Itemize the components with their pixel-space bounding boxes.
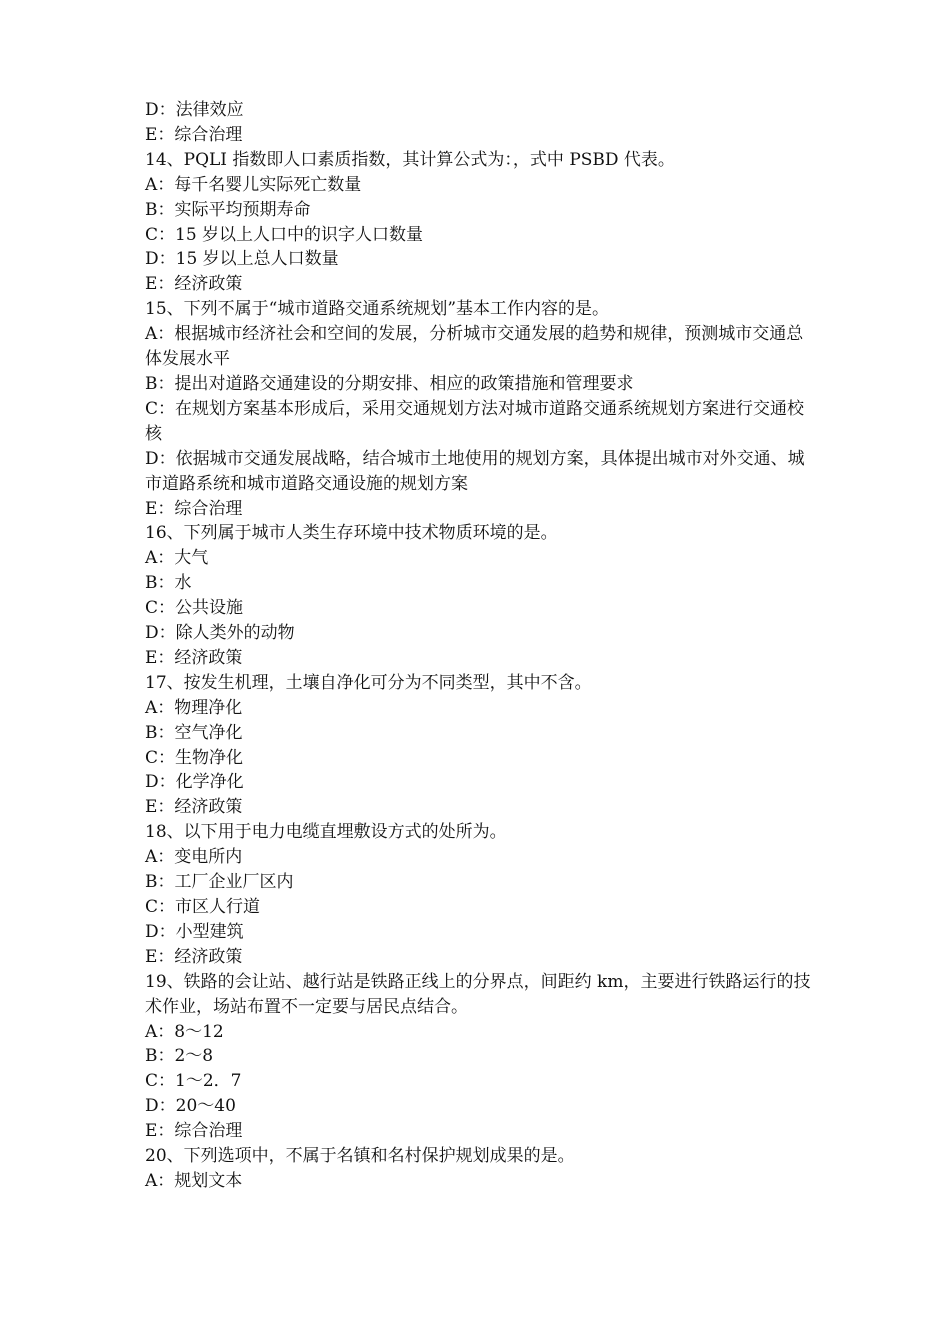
- option-d: D：法律效应: [145, 100, 244, 120]
- option-b: B：提出对道路交通建设的分期安排、相应的政策措施和管理要求: [145, 373, 634, 394]
- option-d: D：15 岁以上总人口数量: [145, 249, 339, 270]
- option-b: B：实际平均预期寿命: [145, 199, 311, 220]
- question-16: 16、下列属于城市人类生存环境中技术物质环境的是。: [145, 523, 558, 544]
- option-e: E：经济政策: [145, 946, 243, 967]
- option-c: C：在规划方案基本形成后，采用交通规划方法对城市道路交通系统规划方案进行交通校核: [145, 398, 805, 444]
- option-d: D：依据城市交通发展战略，结合城市土地使用的规划方案，具体提出城市对外交通、城市道路系统和城市道路交通设施的规划方案: [145, 448, 805, 494]
- option-b: B：水: [145, 573, 192, 594]
- option-a: A：根据城市经济社会和空间的发展，分析城市交通发展的趋势和规律，预测城市交通总体发展水平: [145, 324, 804, 370]
- option-e: E：综合治理: [145, 124, 243, 145]
- option-a: A：大气: [145, 548, 209, 569]
- option-c: C：1～2．7: [145, 1071, 242, 1092]
- option-e: E：经济政策: [145, 797, 243, 818]
- option-e: E：经济政策: [145, 274, 243, 295]
- question-17: 17、按发生机理，土壤自净化可分为不同类型，其中不含。: [145, 672, 592, 693]
- option-a: A：每千名婴儿实际死亡数量: [145, 174, 362, 195]
- question-19: 19、铁路的会让站、越行站是铁路正线上的分界点，间距约 km，主要进行铁路运行的技术作业，场站布置不一定要与居民点结合。: [145, 971, 811, 1017]
- option-c: C：生物净化: [145, 747, 244, 768]
- document-body: [145, 98, 815, 1194]
- question-14: 14、PQLI 指数即人口素质指数，其计算公式为：，式中 PSBD 代表。: [145, 149, 675, 170]
- option-a: A：8～12: [145, 1021, 224, 1042]
- option-b: B：2～8: [145, 1046, 214, 1067]
- option-e: E：综合治理: [145, 498, 243, 519]
- option-a: A：规划文本: [145, 1170, 243, 1191]
- option-c: C：市区人行道: [145, 897, 261, 917]
- option-b: B：空气净化: [145, 722, 243, 743]
- option-b: B：工厂企业厂区内: [145, 872, 294, 893]
- question-15: 15、下列不属于“城市道路交通系统规划”基本工作内容的是。: [145, 299, 610, 320]
- question-20: 20、下列选项中，不属于名镇和名村保护规划成果的是。: [145, 1146, 575, 1167]
- option-e: E：经济政策: [145, 647, 243, 668]
- question-18: 18、以下用于电力电缆直埋敷设方式的处所为。: [145, 822, 507, 843]
- option-c: C：15 岁以上人口中的识字人口数量: [145, 224, 424, 245]
- option-c: C：公共设施: [145, 598, 244, 619]
- option-d: D：小型建筑: [145, 921, 244, 942]
- option-a: A：变电所内: [145, 847, 243, 868]
- option-d: D：化学净化: [145, 772, 244, 793]
- option-e: E：综合治理: [145, 1121, 243, 1142]
- option-d: D：除人类外的动物: [145, 623, 295, 644]
- option-d: D：20～40: [145, 1096, 236, 1117]
- option-a: A：物理净化: [145, 697, 243, 718]
